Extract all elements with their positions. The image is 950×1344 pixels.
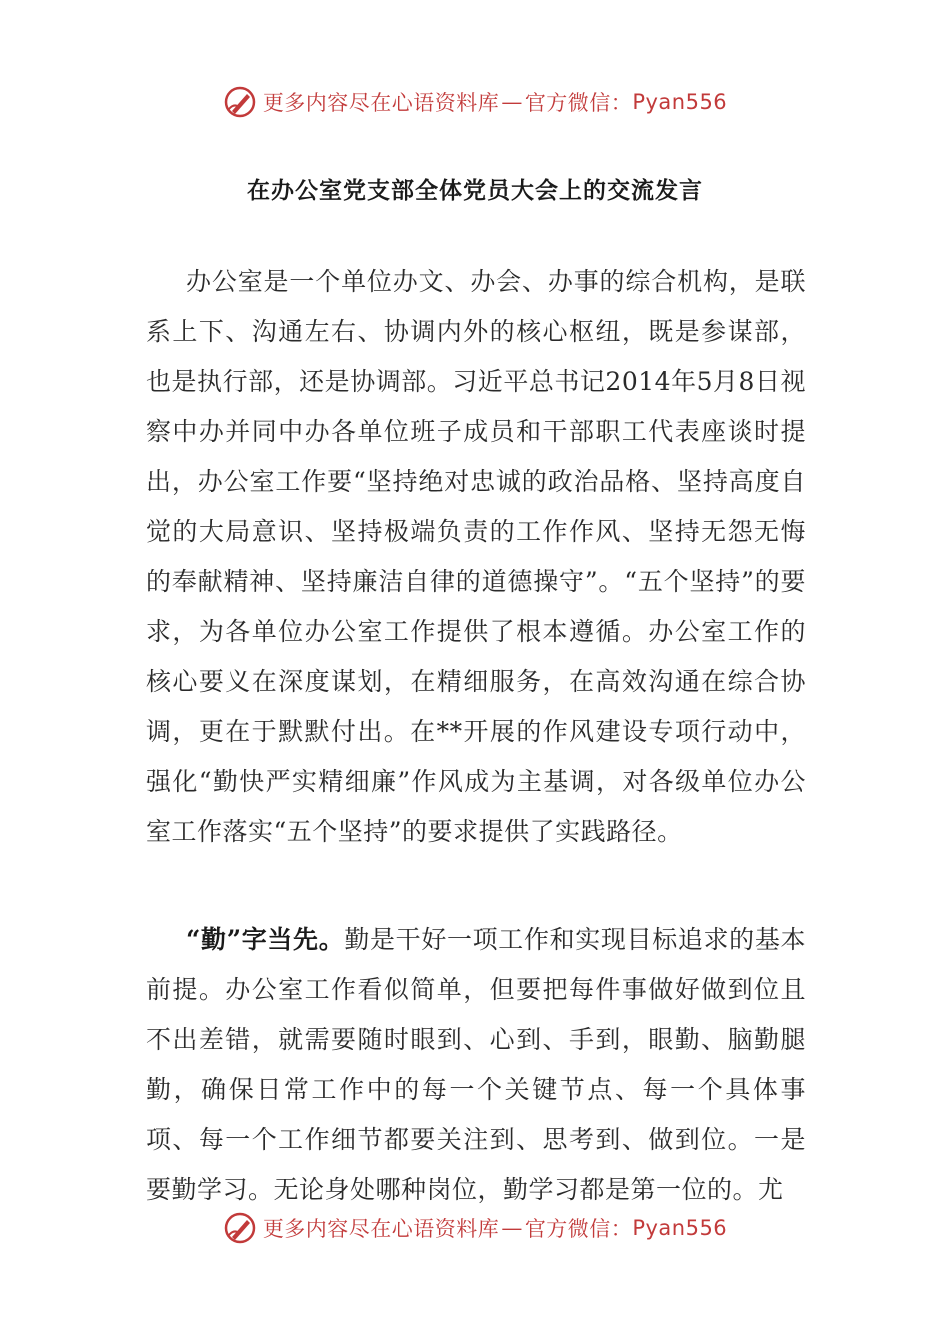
paragraph-text: 办公室是一个单位办文、办会、办事的综合机构，是联系上下、沟通左右、协调内外的核心枢纽，既是参谋部，也是执行部，还是协调部。习近平总书记2014年5月8日视察中办并同中办各单位班子成员和干部职工代表座谈时提出，办公室工作要“坚持绝对忠诚的政治品格、坚持高度自觉的大局意识、坚持极端负责的工作作风、坚持无怨无悔的奉献精神、坚持廉洁自律的道德操守”。“五个坚持”的要求，为各单位办公室工作提供了根本遵循。办公室工作的核心要义在深度谋划，在精细服务，在高效沟通在综合协调，更在于默默付出。在**开展的作风建设专项行动中，强化“勤快严实精细廉”作风成为主基调，对各级单位办公室工作落实“五个坚持”的要求提供了实践路径。 — [146, 267, 806, 846]
banner-wechat-label: 官方微信： — [524, 91, 633, 115]
body-paragraph — [146, 915, 806, 1215]
paragraph-lead: “勤”字当先。 — [186, 925, 345, 954]
banner-wechat-id: Pyan556 — [632, 1216, 728, 1240]
body-paragraph — [146, 257, 806, 857]
banner-wechat-label: 官方微信： — [524, 1217, 633, 1241]
banner-separator: — — [501, 90, 523, 114]
banner-separator: — — [501, 1216, 523, 1240]
paragraph-text: 勤是干好一项工作和实现目标追求的基本前提。办公室工作看似简单，但要把每件事做好做到位且不出差错，就需要随时眼到、心到、手到，眼勤、脑勤腿勤，确保日常工作中的每一个关键节点、每一个具体事项、每一个工作细节都要关注到、思考到、做到位。一是要勤学习。无论身处哪种岗位，勤学习都是第一位的。尤 — [146, 925, 806, 1204]
footer-banner — [0, 1208, 950, 1248]
banner-wechat-id: Pyan556 — [632, 90, 728, 114]
banner-text: 更多内容尽在心语资料库 — [262, 1217, 500, 1241]
banner-text: 更多内容尽在心语资料库 — [262, 91, 500, 115]
document-title: 在办公室党支部全体党员大会上的交流发言 — [247, 177, 703, 204]
pen-logo-icon — [223, 1211, 257, 1245]
header-banner — [0, 82, 950, 122]
pen-logo-icon — [223, 85, 257, 119]
